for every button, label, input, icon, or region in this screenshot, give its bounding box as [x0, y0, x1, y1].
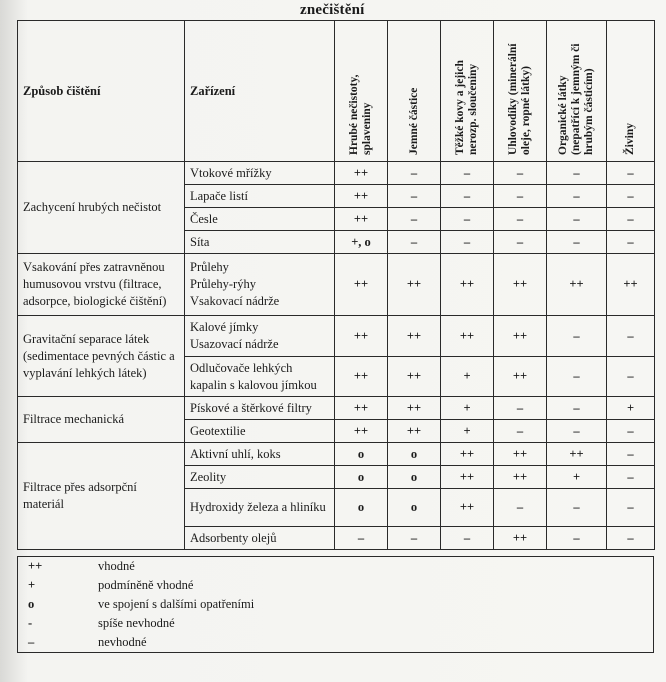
method-cell: Vsakování přes zatravněnou humusovou vrstvu (filtrace, adsorpce, biologické čištění): [18, 254, 185, 316]
legend-symbol: ++: [28, 559, 43, 573]
table-caption: znečištění: [300, 2, 365, 18]
suitability-cell: –: [607, 357, 655, 397]
suitability-cell: ++: [441, 254, 494, 316]
suitability-cell: ++: [494, 443, 547, 466]
suitability-cell: +: [547, 466, 607, 489]
suitability-cell: ++: [441, 316, 494, 357]
legend-text: ve spojení s dalšími opatřeními: [98, 597, 255, 611]
suitability-cell: –: [607, 443, 655, 466]
header-pollutant: [388, 21, 441, 162]
header-pollutant: [335, 21, 388, 162]
method-cell: Zachycení hrubých nečistot: [18, 162, 185, 254]
suitability-cell: ++: [335, 254, 388, 316]
suitability-cell: –: [494, 162, 547, 185]
legend-symbol: –: [28, 635, 35, 649]
legend-symbol: -: [28, 616, 33, 630]
suitability-cell: –: [547, 185, 607, 208]
suitability-cell: –: [547, 231, 607, 254]
suitability-cell: –: [494, 489, 547, 527]
suitability-cell: ++: [335, 316, 388, 357]
suitability-cell: –: [388, 185, 441, 208]
header-pollutant: [441, 21, 494, 162]
suitability-cell: o: [388, 443, 441, 466]
suitability-cell: ++: [441, 489, 494, 527]
device-cell: Kalové jímky Usazovací nádrže: [185, 316, 335, 357]
suitability-cell: –: [388, 231, 441, 254]
suitability-cell: –: [388, 162, 441, 185]
suitability-cell: –: [547, 316, 607, 357]
suitability-cell: +: [441, 420, 494, 443]
device-cell: Průlehy Průlehy-rýhy Vsakovací nádrže: [185, 254, 335, 316]
suitability-cell: –: [607, 231, 655, 254]
header-pollutant: [607, 21, 655, 162]
table-row: [18, 254, 655, 316]
suitability-cell: –: [335, 527, 388, 550]
device-cell: Hydroxidy železa a hliníku: [185, 489, 335, 527]
device-cell: Síta: [185, 231, 335, 254]
suitability-cell: –: [547, 357, 607, 397]
pollutant-label: Těžké kovy a jejich nerozp. sloučeniny: [454, 60, 479, 155]
suitability-cell: –: [607, 527, 655, 550]
legend-text: podmíněně vhodné: [98, 578, 194, 592]
method-cell: Gravitační separace látek (sedimentace pevných částic a vyplavání lehkých látek): [18, 316, 185, 397]
suitability-cell: ++: [335, 397, 388, 420]
legend: [17, 556, 654, 653]
method-cell: Filtrace mechanická: [18, 397, 185, 443]
suitability-cell: ++: [607, 254, 655, 316]
suitability-cell: –: [388, 527, 441, 550]
table-row: [18, 162, 655, 185]
table-row: [18, 316, 655, 357]
suitability-cell: +: [441, 357, 494, 397]
suitability-cell: ++: [441, 443, 494, 466]
legend-row: [18, 576, 654, 595]
header-pollutant: [547, 21, 607, 162]
suitability-cell: –: [441, 185, 494, 208]
suitability-cell: –: [607, 466, 655, 489]
suitability-cell: –: [547, 162, 607, 185]
suitability-cell: ++: [494, 527, 547, 550]
suitability-cell: ++: [441, 466, 494, 489]
suitability-cell: ++: [335, 185, 388, 208]
suitability-cell: ++: [388, 254, 441, 316]
suitability-cell: o: [335, 443, 388, 466]
suitability-cell: –: [547, 489, 607, 527]
pollutant-label: Uhlovodíky (minerální oleje, ropné látky): [507, 43, 532, 155]
legend-text: vhodné: [98, 559, 135, 573]
suitability-cell: o: [388, 489, 441, 527]
suitability-cell: –: [547, 397, 607, 420]
device-cell: Odlučovače lehkých kapalin s kalovou jímkou: [185, 357, 335, 397]
suitability-cell: ++: [388, 357, 441, 397]
suitability-cell: +: [607, 397, 655, 420]
suitability-cell: –: [441, 527, 494, 550]
suitability-cell: ++: [335, 420, 388, 443]
suitability-cell: ++: [547, 443, 607, 466]
legend-symbol: +: [28, 578, 36, 592]
header-pollutant: [494, 21, 547, 162]
suitability-cell: –: [441, 231, 494, 254]
table-body: [18, 162, 655, 550]
suitability-cell: –: [607, 420, 655, 443]
suitability-cell: –: [607, 185, 655, 208]
suitability-cell: ++: [547, 254, 607, 316]
suitability-cell: –: [441, 162, 494, 185]
suitability-cell: ++: [388, 316, 441, 357]
suitability-cell: o: [335, 466, 388, 489]
device-cell: Adsorbenty olejů: [185, 527, 335, 550]
suitability-cell: –: [547, 527, 607, 550]
suitability-cell: ++: [494, 357, 547, 397]
suitability-cell: ++: [335, 357, 388, 397]
suitability-cell: –: [494, 208, 547, 231]
suitability-cell: –: [607, 162, 655, 185]
device-cell: Pískové a štěrkové filtry: [185, 397, 335, 420]
pollutant-label: Hrubé nečistoty, splaveniny: [348, 74, 373, 155]
device-cell: Vtokové mřížky: [185, 162, 335, 185]
suitability-cell: –: [607, 316, 655, 357]
suitability-cell: –: [547, 208, 607, 231]
suitability-cell: ++: [494, 466, 547, 489]
suitability-cell: –: [494, 397, 547, 420]
treatment-table: [17, 20, 655, 550]
suitability-cell: +, o: [335, 231, 388, 254]
suitability-cell: ++: [494, 254, 547, 316]
suitability-cell: +: [441, 397, 494, 420]
legend-symbol: o: [28, 597, 35, 611]
suitability-cell: –: [607, 208, 655, 231]
pollutant-label: Jemné částice: [407, 87, 420, 155]
device-cell: Lapače listí: [185, 185, 335, 208]
pollutant-label: Živiny: [624, 123, 636, 155]
suitability-cell: –: [547, 420, 607, 443]
header-row: [18, 21, 655, 162]
suitability-cell: –: [494, 231, 547, 254]
legend-row: [18, 633, 654, 653]
table-row: [18, 443, 655, 466]
suitability-cell: ++: [388, 420, 441, 443]
device-cell: Česle: [185, 208, 335, 231]
legend-body: [18, 557, 654, 653]
suitability-cell: o: [335, 489, 388, 527]
suitability-cell: –: [607, 489, 655, 527]
legend-text: nevhodné: [98, 635, 147, 649]
method-cell: Filtrace přes adsorpční materiál: [18, 443, 185, 550]
header-method: Způsob čištění: [18, 21, 185, 162]
table-row: [18, 397, 655, 420]
device-cell: Aktivní uhlí, koks: [185, 443, 335, 466]
pollutant-label: Organické látky (nepatřící k jemným či hrubým částicím): [557, 43, 595, 155]
suitability-cell: –: [441, 208, 494, 231]
legend-row: [18, 557, 654, 577]
suitability-cell: ++: [335, 208, 388, 231]
suitability-cell: ++: [388, 397, 441, 420]
legend-row: [18, 595, 654, 614]
suitability-cell: ++: [335, 162, 388, 185]
device-cell: Zeolity: [185, 466, 335, 489]
header-device: Zařízení: [185, 21, 335, 162]
legend-row: [18, 614, 654, 633]
legend-text: spíše nevhodné: [98, 616, 175, 630]
suitability-cell: –: [494, 420, 547, 443]
suitability-cell: o: [388, 466, 441, 489]
device-cell: Geotextilie: [185, 420, 335, 443]
suitability-cell: –: [388, 208, 441, 231]
suitability-cell: ++: [494, 316, 547, 357]
suitability-cell: –: [494, 185, 547, 208]
